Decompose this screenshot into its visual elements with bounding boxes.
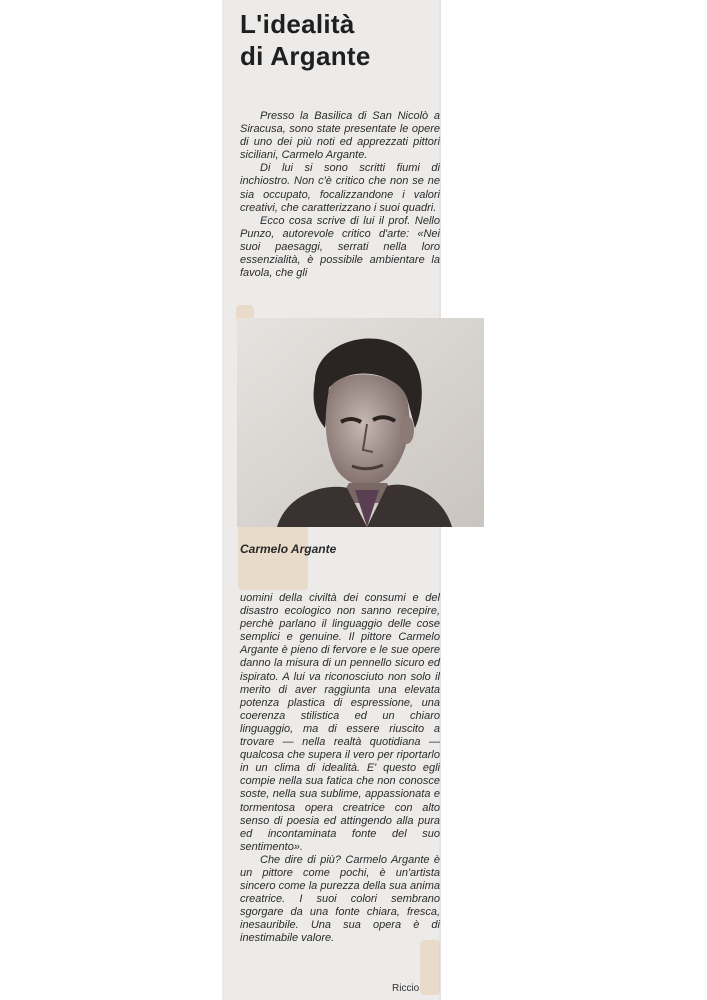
intro-paragraph: Ecco cosa scrive di lui il prof. Nello Punzo, autorevole critico d'arte: «Nei suoi paesaggi, serrati nella loro essenzialità, è possibile ambientare la favola, che gli bbox=[240, 214, 440, 280]
article-title-line1: L'idealità bbox=[240, 9, 355, 39]
author-signature: Riccio bbox=[392, 983, 420, 994]
intro-paragraph: Presso la Basilica di San Nicolò a Siracusa, sono state presentate le opere di uno dei più noti ed apprezzati pittori siciliani, Carmelo Argante. bbox=[240, 110, 440, 162]
portrait-photo bbox=[237, 318, 484, 527]
tape-stain-bottom bbox=[420, 940, 440, 995]
photo-caption: Carmelo Argante bbox=[240, 542, 337, 556]
intro-paragraph: Di lui si sono scritti fiumi di inchiostro. Non c'è critico che non se ne sia occupato, focalizzandone i valori creativi, che caratterizzano i suoi quadri. bbox=[240, 162, 440, 214]
article-body bbox=[240, 592, 440, 946]
body-paragraph: uomini della civiltà dei consumi e del disastro ecologico non sanno recepire, perchè parlano il linguaggio delle cose semplici e genuine. Il pittore Carmelo Argante è pieno di fervore e le sue opere danno la misura di un pennello sicuro ed ispirato. A lui va riconosciuto non solo il merito di aver raggiunta una elevata potenza plastica di espressione, una coerenza stilistica ed un chiaro linguaggio, ma di essere riuscito a trovare — nella realtà quotidiana — qualcosa che supera il vero per riportarlo in un clima di idealità. E' questo egli compie nella sua fatica che non conosce soste, nella sua sublime, appassionata e tormentosa opera creatrice con alto senso di poesia ed attingendo alla pura ed incontaminata fonte del suo sentimento». bbox=[240, 592, 440, 853]
article-title-line2: di Argante bbox=[240, 41, 371, 71]
portrait-image bbox=[237, 318, 484, 527]
article-title bbox=[240, 8, 420, 72]
body-paragraph: Che dire di più? Carmelo Argante è un pittore come pochi, è un'artista sincero come la purezza della sua anima creatrice. I suoi colori sembrano sgorgare da una fonte chiara, fresca, inesauribile. Una sua opera è di inestimabile valore. bbox=[240, 853, 440, 945]
article-intro bbox=[240, 110, 440, 280]
